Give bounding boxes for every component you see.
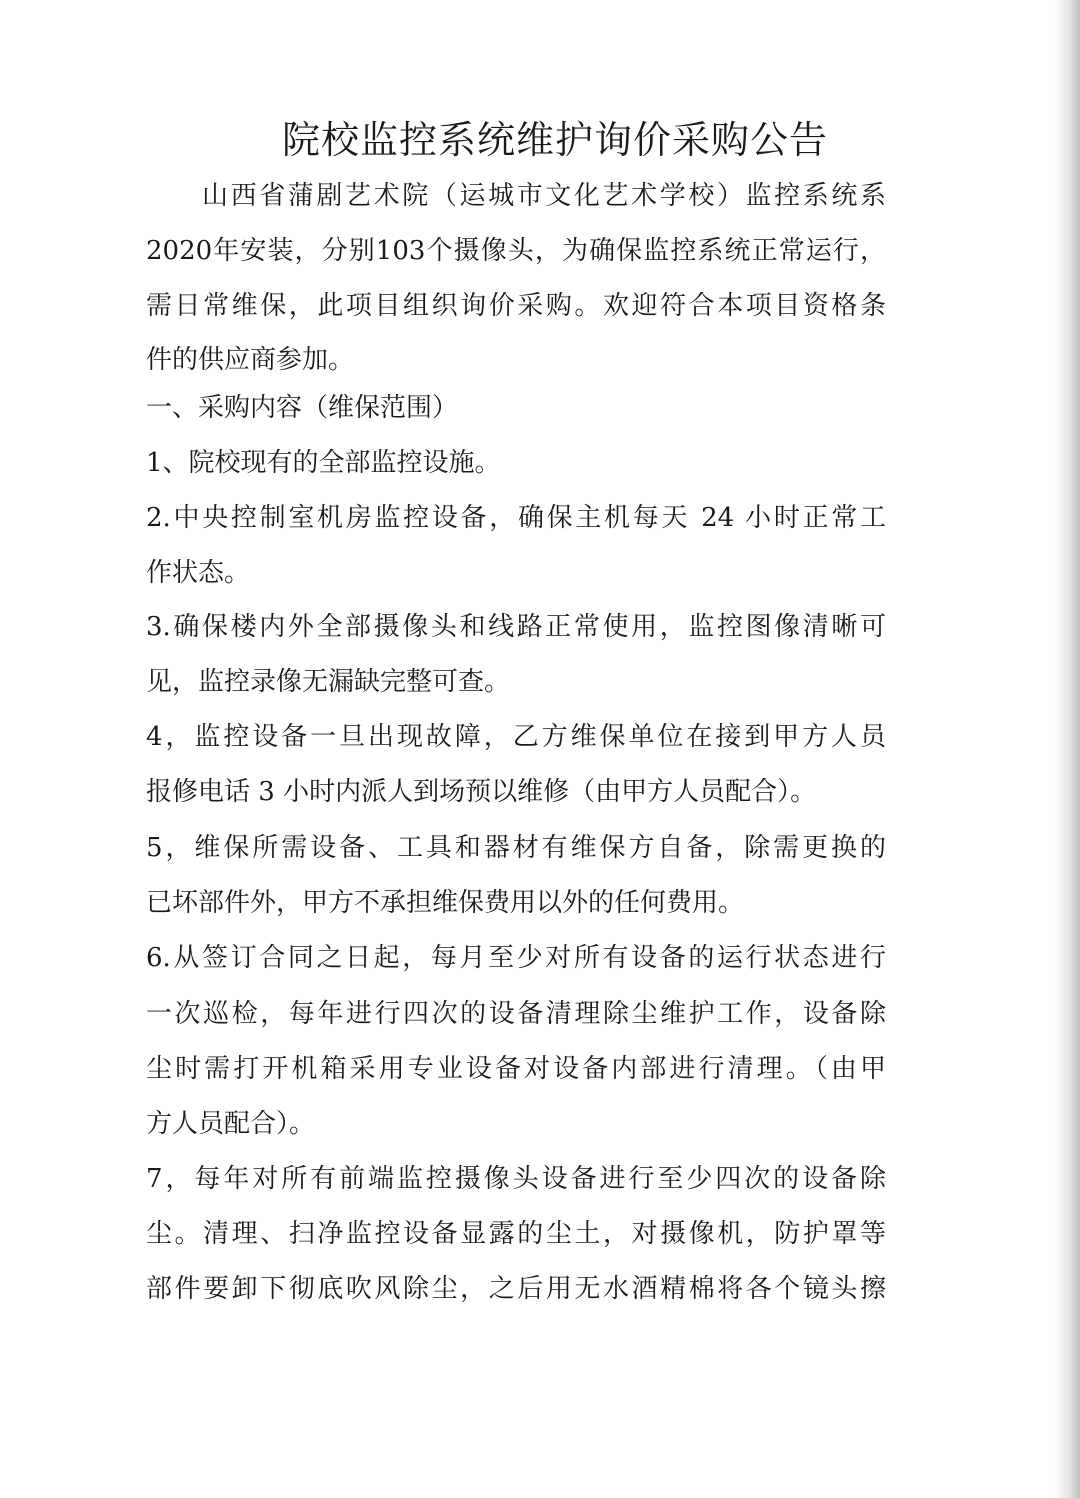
paragraph-line: 一次巡检，每年进行四次的设备清理除尘维护工作，设备除 (146, 999, 886, 1029)
paragraph-line: 3.确保楼内外全部摄像头和线路正常使用，监控图像清晰可 (146, 612, 886, 642)
paragraph-line: 5，维保所需设备、工具和器材有维保方自备，除需更换的 (146, 833, 886, 863)
paragraph-line: 7，每年对所有前端监控摄像头设备进行至少四次的设备除 (146, 1164, 886, 1194)
paragraph-line: 1、院校现有的全部监控设施。 (146, 448, 501, 478)
paragraph-line: 尘时需打开机箱采用专业设备对设备内部进行清理。（由甲 (146, 1054, 886, 1084)
page-edge-shadow (1054, 0, 1080, 1498)
paragraph-line: 件的供应商参加。 (146, 345, 355, 375)
paragraph-line: 2.中央控制室机房监控设备，确保主机每天 24 小时正常工 (146, 503, 886, 533)
paragraph-line: 方人员配合）。 (146, 1109, 316, 1139)
paragraph-line: 尘。清理、扫净监控设备显露的尘土，对摄像机，防护罩等 (146, 1219, 886, 1249)
paragraph-line: 需日常维保，此项目组织询价采购。欢迎符合本项目资格条 (146, 291, 886, 321)
paragraph-line: 报修电话 3 小时内派人到场预以维修（由甲方人员配合）。 (146, 777, 817, 807)
paragraph-line: 作状态。 (146, 558, 251, 588)
document-title: 院校监控系统维护询价采购公告 (281, 118, 828, 162)
paragraph-line: 见，监控录像无漏缺完整可查。 (146, 667, 511, 697)
paragraph-line: 部件要卸下彻底吹风除尘，之后用无水酒精棉将各个镜头擦 (146, 1274, 886, 1304)
paragraph-line: 山西省蒲剧艺术院（运城市文化艺术学校）监控系统系 (202, 181, 886, 211)
paragraph-line: 6.从签订合同之日起，每月至少对所有设备的运行状态进行 (146, 943, 886, 973)
paragraph-line: 4，监控设备一旦出现故障，乙方维保单位在接到甲方人员 (146, 722, 886, 752)
paragraph-line: 2020年安装，分别103个摄像头，为确保监控系统正常运行， (146, 236, 886, 266)
paragraph-line: 已坏部件外，甲方不承担维保费用以外的任何费用。 (146, 888, 745, 918)
paragraph-line: 一、采购内容（维保范围） (146, 393, 459, 423)
